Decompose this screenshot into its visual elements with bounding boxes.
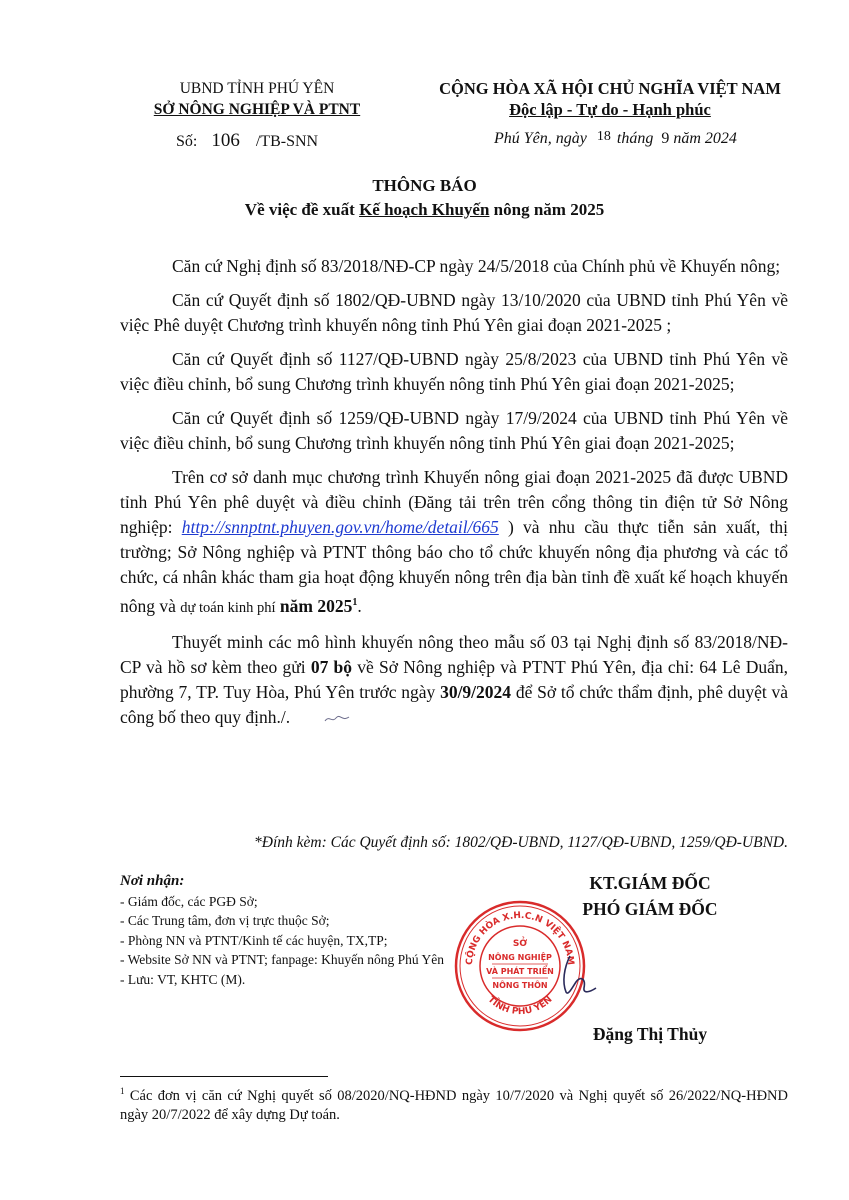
subject-part-3: nông năm 2025 <box>489 200 605 219</box>
p6-part-3: để Sở tổ chức thẩm định, phê duyệt và công bố theo quy định./. <box>120 681 788 727</box>
signer-title-1: KT.GIÁM ĐỐC <box>589 873 711 893</box>
issue-date <box>494 130 737 148</box>
recipient-item: - Phòng NN và PTNT/Kinh tế các huyện, TX,TP; <box>120 932 388 948</box>
footnote-separator <box>120 1076 328 1077</box>
national-heading <box>420 78 800 120</box>
portal-link[interactable]: http://snnptnt.phuyen.gov.vn/home/detail/665 <box>181 517 499 537</box>
p6-bold-deadline: 30/9/2024 <box>440 681 512 702</box>
recipient-item: - Website Sở NN và PTNT; fanpage: Khuyến nông Phú Yên <box>120 952 445 967</box>
recipients-list <box>120 872 450 989</box>
recipient-item: - Giám đốc, các PGĐ Sở; <box>120 893 258 909</box>
doc-no-value: 106 <box>211 130 240 151</box>
date-month: 9 <box>661 130 670 147</box>
document-number <box>176 130 318 152</box>
p5-part-2: ) và nhu cầu thực tiễn sản xuất, thị trường; Sở Nông nghiệp và PTNT thông báo cho tổ chức khuyến nông địa phương và các tổ chức, cá nhân khác tham gia hoạt động khuyến nông trên địa bàn tỉnh đề xuất kế hoạch khuyến nông và <box>120 517 788 616</box>
footnote <box>120 1082 788 1125</box>
document-subject <box>0 200 849 220</box>
date-month-label: tháng <box>616 130 654 147</box>
p5-small: dự toán kinh phí <box>180 599 276 616</box>
svg-text:SỞ: SỞ <box>512 939 528 949</box>
org-line-2: SỞ NÔNG NGHIỆP VÀ PTNT <box>153 101 361 118</box>
doc-no-suffix: /TB-SNN <box>255 133 319 150</box>
p6-part-2: về Sở Nông nghiệp và PTNT Phú Yên, địa chỉ: 64 Lê Duẩn, phường 7, TP. Tuy Hòa, Phú Yên trước ngày <box>120 656 788 702</box>
signature-icon <box>556 948 616 1008</box>
national-motto: Độc lập - Tự do - Hạnh phúc <box>509 100 711 119</box>
document-title: THÔNG BÁO <box>372 176 477 195</box>
paragraph-5 <box>120 465 788 621</box>
issuing-authority <box>122 78 392 120</box>
subject-part-1: Về việc đề xuất <box>244 200 360 219</box>
recipients-label: Nơi nhận: <box>120 873 185 889</box>
paragraph-2: Căn cứ Quyết định số 1802/QĐ-UBND ngày 13/10/2020 của UBND tỉnh Phú Yên về việc Phê duyệt Chương trình khuyến nông tỉnh Phú Yên giai đoạn 2021-2025 ; <box>120 290 788 335</box>
footnote-ref: 1 <box>352 597 358 608</box>
paragraph-4: Căn cứ Quyết định số 1259/QĐ-UBND ngày 17/9/2024 của UBND tỉnh Phú Yên về việc điều chỉnh, bổ sung Chương trình khuyến nông tỉnh Phú Yên giai đoạn 2021-2025; <box>120 408 788 453</box>
date-prefix: Phú Yên, ngày <box>494 130 587 147</box>
subject-part-2: Kế hoạch Khuyến <box>359 200 490 219</box>
paragraph-1: Căn cứ Nghị định số 83/2018/NĐ-CP ngày 24/5/2018 của Chính phủ về Khuyến nông; <box>172 256 781 276</box>
p5-end: . <box>357 595 362 616</box>
recipient-item: - Các Trung tâm, đơn vị trực thuộc Sở; <box>120 913 330 928</box>
initial-mark-icon <box>324 714 350 724</box>
footnote-text: Các đơn vị căn cứ Nghị quyết số 08/2020/NQ-HĐND ngày 10/7/2020 và Nghị quyết số 26/2022/NQ-HĐND ngày 20/7/2022 để xây dựng Dự toán. <box>120 1087 788 1123</box>
org-line-1: UBND TỈNH PHÚ YÊN <box>179 80 335 97</box>
footnote-mark: 1 <box>120 1086 125 1096</box>
recipient-item: - Lưu: VT, KHTC (M). <box>120 971 246 987</box>
p6-bold-copies: 07 bộ <box>310 656 353 677</box>
signer-title-2: PHÓ GIÁM ĐỐC <box>582 899 718 919</box>
svg-text:TỈNH PHÚ YÊN: TỈNH PHÚ YÊN <box>485 994 555 1018</box>
country-name: CỘNG HÒA XÃ HỘI CHỦ NGHĨA VIỆT NAM <box>439 79 781 98</box>
svg-text:NÔNG NGHIỆP: NÔNG NGHIỆP <box>488 953 552 962</box>
doc-no-label: Số: <box>176 133 198 150</box>
p5-part-1: Trên cơ sở danh mục chương trình Khuyến nông giai đoạn 2021-2025 đã được UBND tỉnh Phú Yên phê duyệt và điều chỉnh (Đăng tải trên trên cổng thông tin điện tử Sở Nông nghiệp: <box>120 467 788 537</box>
svg-text:NÔNG THÔN: NÔNG THÔN <box>492 981 548 990</box>
p5-bold: năm 2025 <box>275 595 353 616</box>
signer-name: Đặng Thị Thủy <box>592 1024 708 1044</box>
p6-part-1: Thuyết minh các mô hình khuyến nông theo mẫu số 03 tại Nghị định số 83/2018/NĐ-CP và hồ sơ kèm theo gửi <box>120 631 788 677</box>
paragraph-3: Căn cứ Quyết định số 1127/QĐ-UBND ngày 25/8/2023 của UBND tỉnh Phú Yên về việc điều chỉnh, bổ sung Chương trình khuyến nông tỉnh Phú Yên giai đoạn 2021-2025; <box>120 349 788 394</box>
svg-text:CỘNG HÒA X.H.C.N VIỆT NAM: CỘNG HÒA X.H.C.N VIỆT NAM <box>464 910 576 966</box>
date-year: năm 2024 <box>673 130 737 147</box>
paragraph-6 <box>120 630 788 730</box>
date-day: 18 <box>596 129 611 144</box>
document-body <box>120 254 788 739</box>
attachment-note: *Đính kèm: Các Quyết định số: 1802/QĐ-UBND, 1127/QĐ-UBND, 1259/QĐ-UBND. <box>254 834 788 851</box>
svg-text:VÀ PHÁT TRIỂN: VÀ PHÁT TRIỂN <box>486 967 554 976</box>
